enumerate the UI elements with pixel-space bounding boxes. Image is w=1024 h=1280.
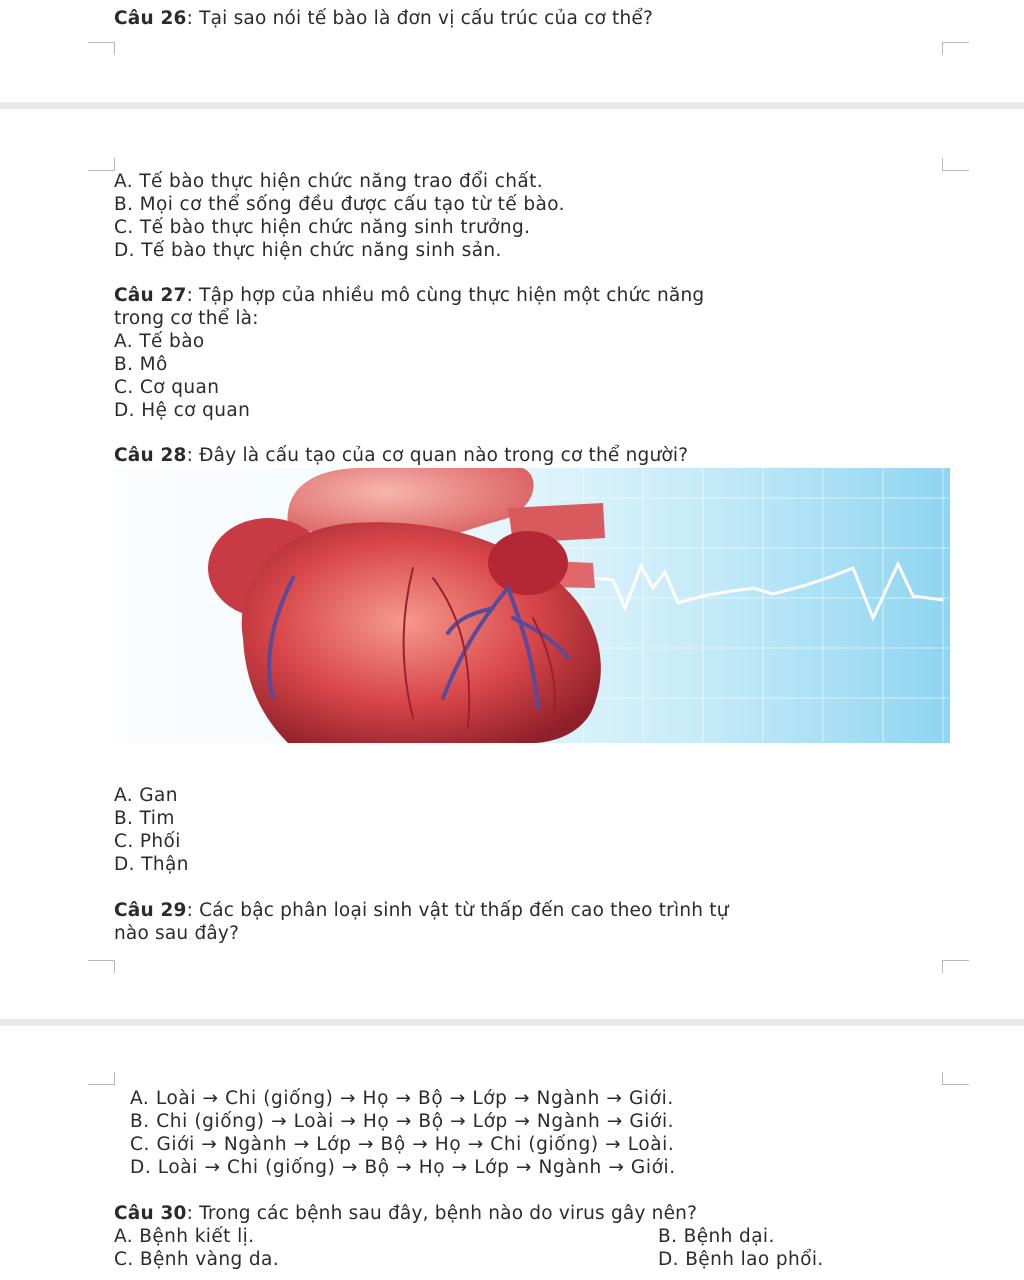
q30-option-a: A. Bệnh kiết lị.	[114, 1226, 255, 1247]
q28-option-d: D. Thận	[114, 854, 189, 875]
question-26	[114, 7, 653, 30]
question-29-text: : Các bậc phân loại sinh vật từ thấp đến cao theo trình tự	[186, 900, 729, 921]
question-26-number: Câu 26	[114, 8, 187, 29]
question-26-text: : Tại sao nói tế bào là đơn vị cấu trúc của cơ thể?	[186, 8, 654, 29]
q30-option-b: B. Bệnh dại.	[658, 1226, 775, 1247]
question-28-text: : Đây là cấu tạo của cơ quan nào trong cơ thể người?	[186, 445, 689, 466]
question-30-number: Câu 30	[114, 1203, 187, 1224]
question-30	[114, 1202, 697, 1225]
page-corner-mark	[942, 42, 969, 55]
q26-option-c: C. Tế bào thực hiện chức năng sinh trưởng.	[114, 217, 531, 238]
question-29	[114, 899, 729, 945]
q26-option-a: A. Tế bào thực hiện chức năng trao đổi chất.	[114, 171, 544, 192]
q27-option-d: D. Hệ cơ quan	[114, 400, 251, 421]
q26-option-d: D. Tế bào thực hiện chức năng sinh sản.	[114, 240, 502, 261]
q29-option-a: A. Loài → Chi (giống) → Họ → Bộ → Lớp → Ngành → Giới.	[130, 1088, 674, 1109]
question-28-number: Câu 28	[114, 445, 187, 466]
page-break	[0, 1019, 1024, 1026]
page-corner-mark	[942, 158, 969, 171]
q26-option-b: B. Mọi cơ thể sống đều được cấu tạo từ tế bào.	[114, 194, 565, 215]
question-29-text-cont: nào sau đây?	[114, 923, 240, 944]
q29-option-b: B. Chi (giống) → Loài → Họ → Bộ → Lớp → Ngành → Giới.	[130, 1111, 675, 1132]
right-atrium-shape	[488, 531, 568, 595]
page-corner-mark	[942, 1072, 969, 1085]
q29-option-c: C. Giới → Ngành → Lớp → Bộ → Họ → Chi (giống) → Loài.	[130, 1134, 675, 1155]
question-27-text-cont: trong cơ thể là:	[114, 308, 259, 329]
question-29-number: Câu 29	[114, 900, 187, 921]
q27-option-a: A. Tế bào	[114, 331, 205, 352]
ecg-trace	[593, 564, 943, 618]
question-27	[114, 284, 704, 330]
q27-option-c: C. Cơ quan	[114, 377, 220, 398]
page-corner-mark	[88, 1072, 115, 1085]
q27-option-b: B. Mô	[114, 354, 168, 375]
page-corner-mark	[942, 960, 969, 973]
q28-option-c: C. Phối	[114, 831, 181, 852]
q30-option-c: C. Bệnh vàng da.	[114, 1249, 280, 1270]
question-28	[114, 444, 688, 467]
question-27-number: Câu 27	[114, 285, 187, 306]
ecg-grid	[553, 468, 950, 743]
q30-option-d: D. Bệnh lao phổi.	[658, 1249, 824, 1270]
question-30-text: : Trong các bệnh sau đây, bệnh nào do virus gây nên?	[186, 1203, 698, 1224]
q29-option-d: D. Loài → Chi (giống) → Bộ → Họ → Lớp → Ngành → Giới.	[130, 1157, 676, 1178]
page-corner-mark	[88, 42, 115, 55]
q28-option-a: A. Gan	[114, 785, 178, 806]
page-corner-mark	[88, 158, 115, 171]
q28-option-b: B. Tim	[114, 808, 175, 829]
heart-image	[113, 468, 950, 743]
question-27-text: : Tập hợp của nhiều mô cùng thực hiện một chức năng	[186, 285, 705, 306]
page-break	[0, 102, 1024, 109]
heart-illustration	[113, 468, 950, 743]
page-corner-mark	[88, 960, 115, 973]
